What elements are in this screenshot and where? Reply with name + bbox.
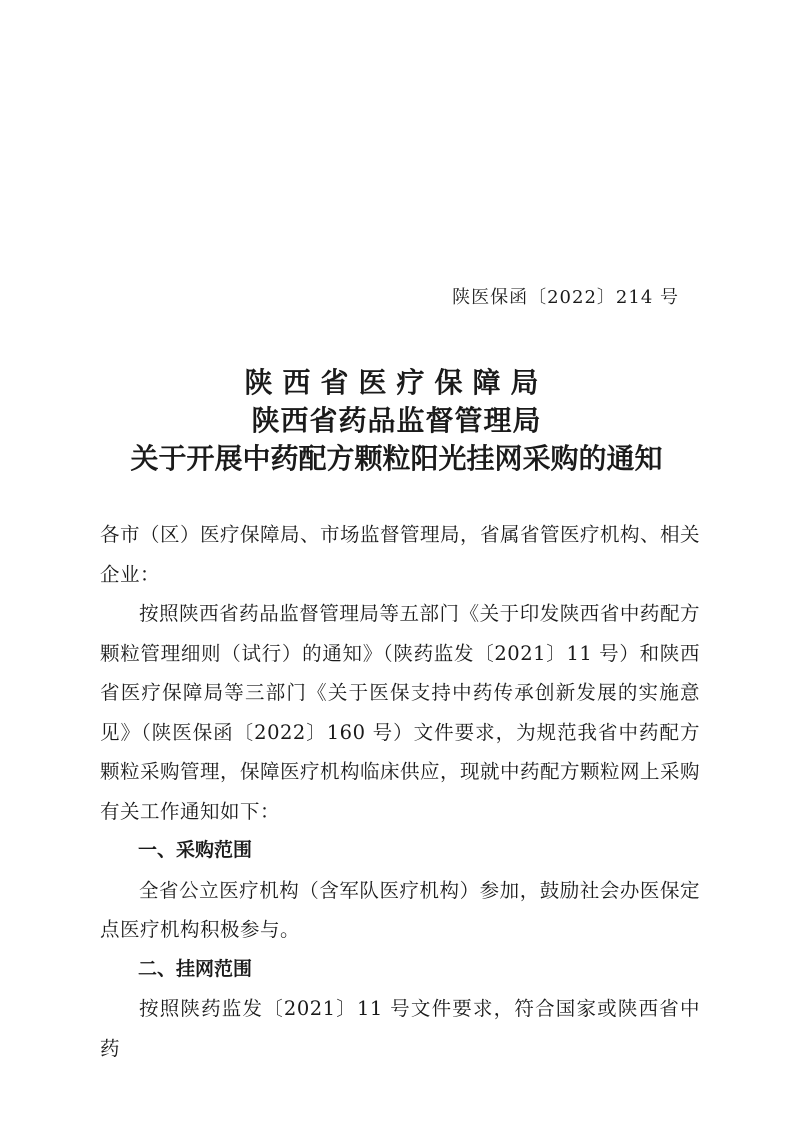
section-heading-listing-scope: 二、挂网范围 <box>138 957 253 980</box>
addressee: 各市（区）医疗保障局、市场监督管理局，省属省管医疗机构、相关企业： <box>100 523 701 586</box>
section-text-procurement-scope: 全省公立医疗机构（含军队医疗机构）参加，鼓励社会办医保定点医疗机构积极参与。 <box>100 878 700 941</box>
document-number: 陕医保函〔2022〕214 号 <box>452 287 679 308</box>
section-heading-procurement-scope: 一、采购范围 <box>138 839 253 861</box>
document-body <box>100 515 700 1068</box>
title-line-issuer-2: 陕西省药品监督管理局 <box>251 404 542 437</box>
section-text-listing-scope: 按照陕药监发〔2021〕11 号文件要求，符合国家或陕西省中药 <box>100 997 700 1060</box>
title-line-subject: 关于开展中药配方颗粒阳光挂网采购的通知 <box>130 442 663 475</box>
title-line-issuer-1: 陕西省医疗保障局 <box>244 366 549 399</box>
intro-paragraph: 按照陕西省药品监督管理局等五部门《关于印发陕西省中药配方颗粒管理细则（试行）的通知》（陕药监发〔2021〕11 号）和陕西省医疗保障局等三部门《关于医保支持中药传承创新发展的实施意见》（陕医保函〔2022〕160 号）文件要求，为规范我省中药配方颗粒采购管理，保障医疗机构临床供应，现就中药配方颗粒网上采购有关工作通知如下： <box>100 602 701 823</box>
